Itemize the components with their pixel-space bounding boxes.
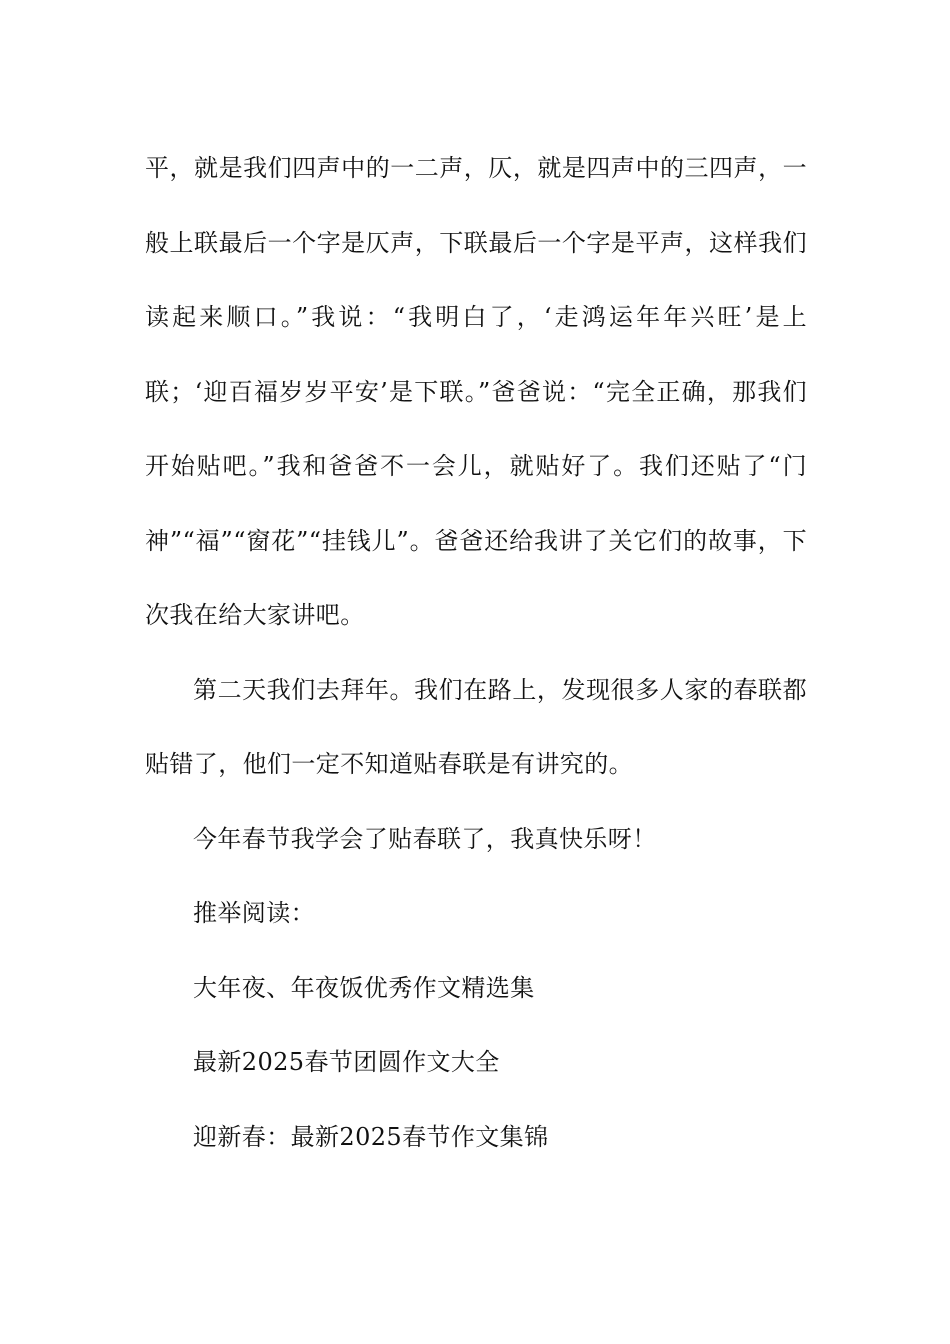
recommend-link-new-years-eve[interactable]: 大年夜、年夜饭优秀作文精选集 xyxy=(193,973,535,1002)
document-body xyxy=(145,131,807,1174)
recommend-heading: 推举阅读： xyxy=(193,899,315,927)
recommend-link-reunion[interactable]: 最新2025春节团圆作文大全 xyxy=(193,1048,500,1076)
paragraph-happy-ending: 今年春节我学会了贴春联了，我真快乐呀！ xyxy=(193,824,657,853)
paragraph-continued: 平，就是我们四声中的一二声，仄，就是四声中的三四声，一般上联最后一个字是仄声，下联最后一个字是平声，这样我们读起来顺口。”我说：“我明白了，‘走鸿运年年兴旺’是上联；‘迎百福岁岁平安’是下联。”爸爸说：“完全正确，那我们开始贴吧。”我和爸爸不一会儿，就贴好了。我们还贴了“门神”“福”“窗花”“挂钱儿”。爸爸还给我讲了关它们的故事，下次我在给大家讲吧。 xyxy=(145,154,807,629)
recommend-link-new-spring[interactable]: 迎新春：最新2025春节作文集锦 xyxy=(193,1122,549,1151)
paragraph-new-year-visit: 第二天我们去拜年。我们在路上，发现很多人家的春联都贴错了，他们一定不知道贴春联是有讲究的。 xyxy=(145,675,807,778)
